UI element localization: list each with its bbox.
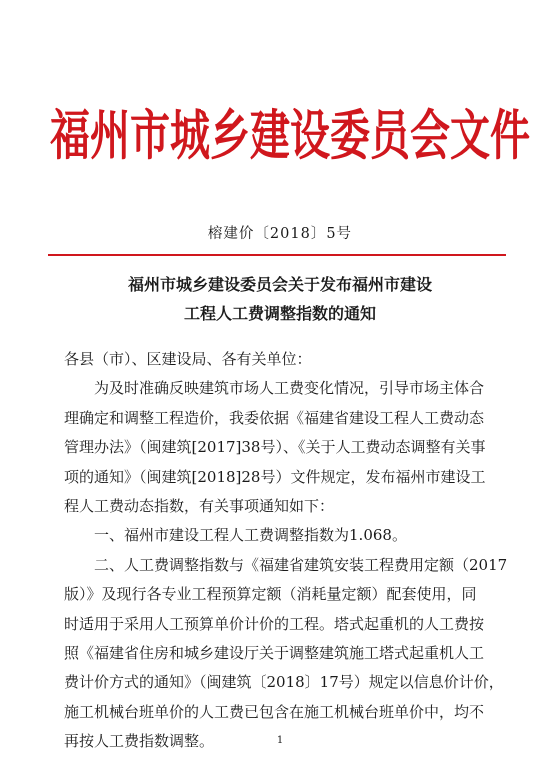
body-line: 施工机械台班单价的人工费已包含在施工机械台班单价中，均不 [64,702,485,721]
notice-body [64,345,510,757]
body-line: 程人工费动态指数，有关事项通知如下： [64,497,335,516]
masthead-title: 福州市城乡建设委员会文件 [50,104,530,168]
body-line: 一、福州市建设工程人工费调整指数为1.068。 [94,526,407,545]
page-number: 1 [276,735,284,746]
body-line: 为及时准确反映建筑市场人工费变化情况，引导市场主体合 [94,379,485,398]
notice-title-line-2: 工程人工费调整指数的通知 [183,304,376,323]
body-line: 时适用于采用人工预算单价计价的工程。塔式起重机的人工费按 [64,614,485,633]
body-line: 理确定和调整工程造价，我委依据《福建省建设工程人工费动态 [64,408,485,427]
body-line: 项的通知》（闽建筑[2018]28号）文件规定，发布福州市建设工 [64,467,486,486]
body-line: 二、人工费调整指数与《福建省建筑安装工程费用定额（2017 [94,555,508,574]
body-line: 费计价方式的通知》（闽建筑〔2018〕17号）规定以信息价计价， [64,673,504,692]
body-line: 再按人工费指数调整。 [64,732,215,751]
notice-title [0,270,560,328]
document-number: 榕建价〔2018〕5号 [207,226,353,242]
body-line: 管理办法》（闽建筑[2017]38号）、《关于人工费动态调整有关事 [64,438,486,457]
addressee: 各县（市）、区建设局、各有关单位： [64,350,312,368]
red-divider-line [48,254,506,256]
body-line: 照《福建省住房和城乡建设厅关于调整建筑施工塔式起重机人工 [64,644,485,663]
notice-title-line-1: 福州市城乡建设委员会关于发布福州市建设 [127,275,432,294]
body-line: 版）》及现行各专业工程预算定额（消耗量定额）配套使用，同 [64,585,477,604]
